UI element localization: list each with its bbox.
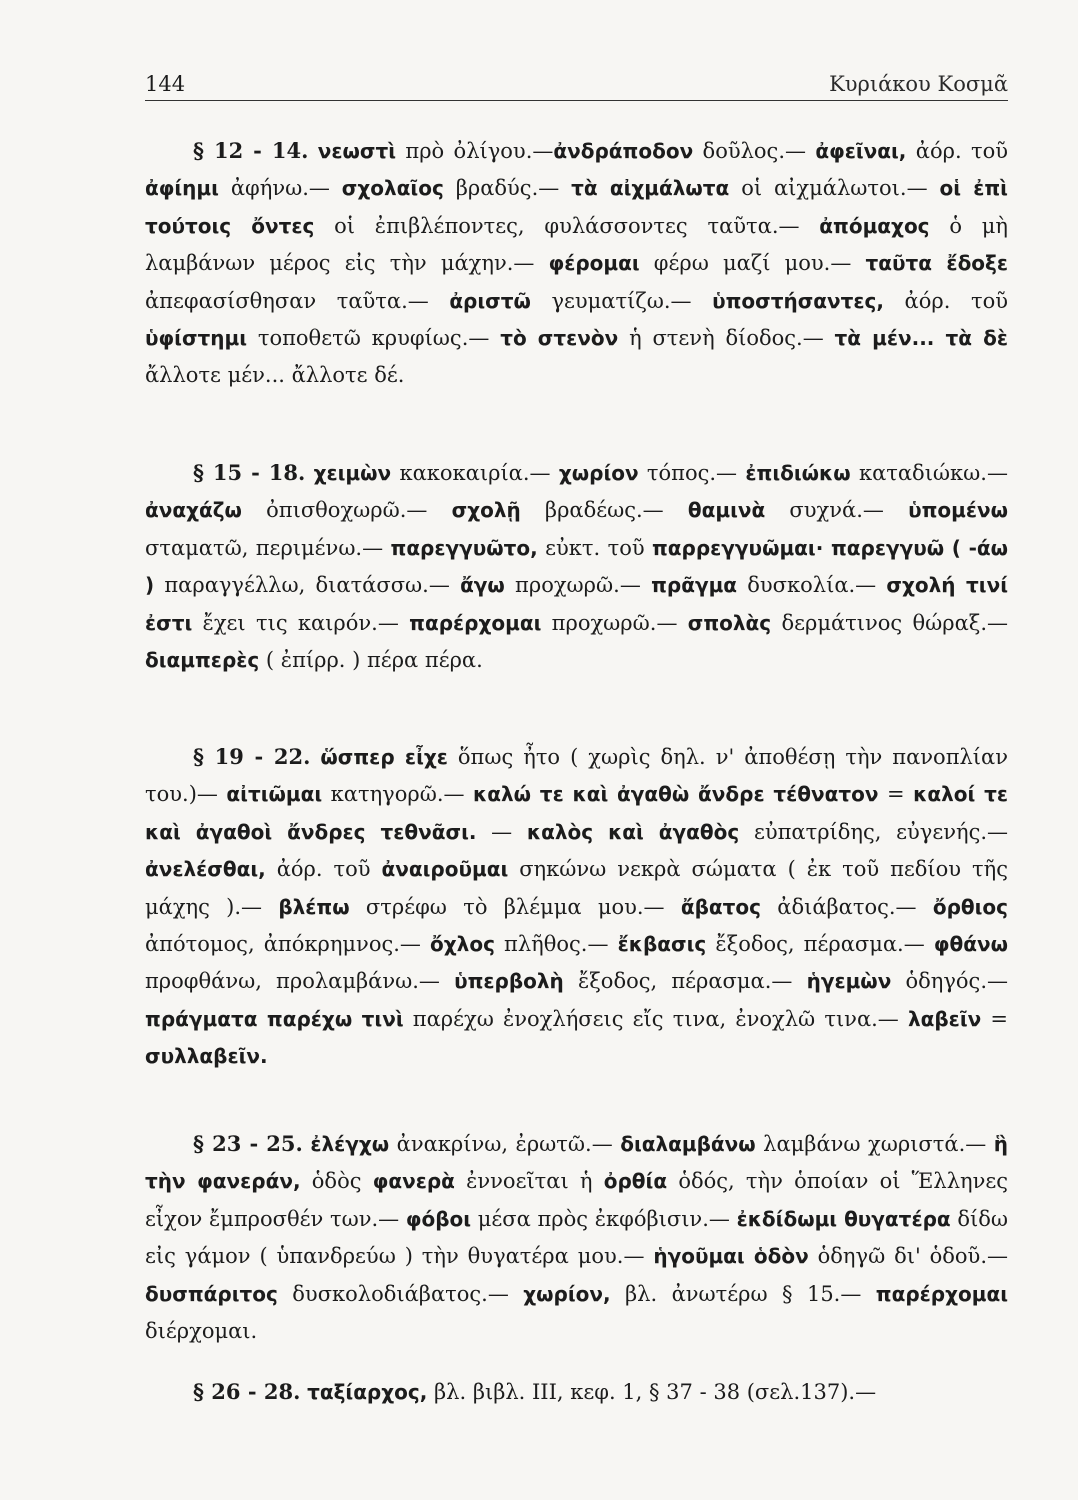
headword: τὰ μέν... τὰ δὲ — [834, 326, 1008, 351]
gloss-text: ἔξοδος, πέρασμα.— — [563, 969, 807, 994]
gloss-text: ἀόρ. τοῦ — [906, 139, 1008, 163]
gloss-text: = — [878, 782, 914, 807]
gloss-text: = — [981, 1006, 1008, 1031]
section-23-25 — [145, 1125, 1008, 1350]
headword: ἣ τὴν φανεράν, — [145, 1132, 1008, 1194]
headword: συλλαβεῖν. — [145, 1044, 268, 1069]
gloss-text: σηκώνω νεκρὰ σώματα ( ἐκ τοῦ πεδίου τῆς μάχης ).— — [145, 857, 1008, 919]
headword: τὰ αἰχμάλωτα — [571, 176, 730, 201]
gloss-text: γευματίζω.— — [530, 288, 713, 313]
headword: ἔκβασις — [617, 932, 707, 957]
gloss-text: ἀφήνω.— — [218, 176, 342, 201]
section-label: § 15 - 18. — [193, 460, 306, 485]
gloss-text: σταματῶ, περιμένω.— — [145, 535, 391, 560]
gloss-text: προχωρῶ.— — [541, 610, 688, 635]
headword: καλὸς καὶ ἀγαθὸς — [526, 819, 740, 844]
headword: ἐκδίδωμι θυγατέρα — [736, 1206, 951, 1231]
gloss-text: ὅπως ἦτο ( χωρὶς δηλ. ν' ἀποθέσῃ τὴν πανοπλίαν του.)— — [145, 745, 1008, 807]
headword: φανερὰ — [372, 1169, 455, 1194]
headword: σπολὰς — [687, 610, 772, 635]
headword: καλώ τε καὶ ἀγαθὼ ἄνδρε τέθνατον — [473, 782, 879, 807]
gloss-text: ἄλλοτε μέν... ἄλλοτε δέ. — [145, 363, 405, 388]
headword: αἰτιῶμαι — [226, 782, 323, 807]
headword: ὄρθιος — [932, 894, 1009, 919]
gloss-text: προφθάνω, προλαμβάνω.— — [145, 969, 455, 994]
gloss-text: λαμβάνω χωριστά.— — [755, 1132, 994, 1156]
headword: παρέρχομαι — [409, 610, 542, 635]
headword: χωρίον, — [523, 1281, 611, 1306]
section-19-22 — [145, 738, 1008, 1076]
headword: φόβοι — [405, 1206, 472, 1231]
headword: ἀφίημι — [145, 176, 219, 201]
gloss-text: δυσκολοδιάβατος.— — [277, 1281, 524, 1306]
headword: χωρίον — [558, 461, 639, 485]
headword: δυσπάριτος — [145, 1281, 278, 1306]
gloss-text: μέσα πρὸς ἐκφόβισιν.— — [471, 1206, 737, 1231]
gloss-text: δερμάτινος θώραξ.— — [771, 610, 1009, 635]
headword: οἱ ἐπὶ τούτοις ὄντες — [145, 176, 1008, 238]
section-paragraph — [145, 738, 1008, 1076]
section-label: § 23 - 25. — [193, 1131, 303, 1156]
page-number: 144 — [145, 72, 186, 96]
headword: ἄγω — [460, 573, 505, 598]
headword: ἀπόμαχος — [819, 213, 930, 238]
gloss-text: ἀδιάβατος.— — [761, 894, 933, 919]
page-header — [145, 70, 1008, 101]
headword: σχολῇ — [451, 498, 521, 523]
headword: σχολαῖος — [341, 176, 444, 201]
headword: πράγματα παρέχω τινὶ — [145, 1006, 404, 1031]
headword: χειμὼν — [313, 461, 392, 485]
headword: ὑπομένω — [908, 498, 1008, 523]
gloss-text: ὁδηγῶ δι' ὁδοῦ.— — [808, 1244, 1008, 1269]
headword: πρᾶγμα — [651, 573, 738, 598]
gloss-text: οἱ αἰχμάλωτοι.— — [729, 176, 940, 201]
headword: ἀνελέσθαι, — [145, 857, 266, 882]
gloss-text: βραδέως.— — [520, 498, 688, 523]
section-label: § 19 - 22. — [193, 744, 311, 769]
headword: καλοί τε καὶ ἀγαθοὶ ἄνδρες τεθνᾶσι. — [145, 782, 1009, 844]
gloss-text: ἀνακρίνω, ἐρωτῶ.— — [389, 1132, 621, 1156]
headword: ἀνδράποδον — [553, 139, 694, 163]
headword: ὑπερβολὴ — [454, 969, 564, 994]
section-15-18 — [145, 454, 1008, 679]
headword: φέρομαι — [548, 251, 640, 276]
gloss-text: παρέχω ἐνοχλήσεις εἴς τινα, ἐνοχλῶ τινα.— — [403, 1006, 908, 1031]
headword: ἀναιροῦμαι — [381, 857, 509, 882]
section-paragraph — [145, 454, 1008, 679]
gloss-text: πρὸ ὀλίγου.— — [396, 139, 554, 163]
headword: ὑφίστημι — [145, 326, 248, 351]
gloss-text: ὀπισθοχωρῶ.— — [241, 498, 452, 523]
gloss-text: βραδύς.— — [443, 176, 572, 201]
headword: βλέπω — [278, 894, 350, 919]
headword: ἐπιδιώκω — [745, 461, 851, 485]
section-paragraph — [145, 132, 1008, 395]
gloss-text: ἡ στενὴ δίοδος.— — [618, 326, 835, 351]
gloss-text: τόπος.— — [638, 461, 746, 485]
gloss-text: συχνά.— — [765, 498, 909, 523]
headword: ταξίαρχος, — [307, 1380, 428, 1404]
gloss-text: βλ. ἀνωτέρω § 15.— — [610, 1281, 876, 1306]
gloss-text: διέρχομαι. — [145, 1319, 258, 1344]
headword: σχολή τινί ἐστι — [145, 573, 1009, 635]
headword: ὄχλος — [430, 932, 495, 957]
gloss-text: ἀπότομος, ἀπόκρημνος.— — [145, 932, 431, 957]
section-label: § 12 - 14. — [193, 138, 309, 163]
headword: λαβεῖν — [907, 1006, 982, 1031]
headword: ταῦτα ἔδοξε — [865, 251, 1008, 276]
headword: ἄβατος — [680, 894, 761, 919]
gloss-text: ( ἐπίρρ. ) πέρα πέρα. — [259, 648, 483, 673]
headword: διαλαμβάνω — [620, 1132, 756, 1156]
gloss-text: εὐκτ. τοῦ — [537, 535, 652, 560]
gloss-text: ἐννοεῖται ἡ — [454, 1169, 604, 1194]
headword: παρεγγυῶτο, — [390, 535, 538, 560]
headword: τὸ στενὸν — [500, 326, 619, 351]
gloss-text: δοῦλος.— — [693, 139, 816, 163]
running-head: Κυριάκου Κοσμᾶ — [829, 72, 1008, 96]
gloss-text: προχωρῶ.— — [504, 573, 652, 598]
gloss-text: ἀόρ. τοῦ — [265, 857, 382, 882]
headword: φθάνω — [933, 932, 1008, 957]
gloss-text: ὁδὸς — [300, 1169, 373, 1194]
gloss-text: ὁδηγός.— — [891, 969, 1008, 994]
headword: ὀρθία — [603, 1169, 668, 1194]
headword: ἐλέγχω — [310, 1132, 390, 1156]
gloss-text: ἔχει τις καιρόν.— — [192, 610, 410, 635]
gloss-text: ἀπεφασίσθησαν ταῦτα.— — [145, 288, 450, 313]
headword: διαμπερὲς — [145, 648, 260, 673]
gloss-text: στρέφω τὸ βλέμμα μου.— — [349, 894, 681, 919]
headword: παρέρχομαι — [875, 1281, 1008, 1306]
section-12-14 — [145, 132, 1008, 395]
gloss-text: πλῆθος.— — [494, 932, 618, 957]
gloss-text: ὁ μὴ λαμβάνων μέρος εἰς τὴν μάχην.— — [145, 213, 1008, 276]
headword: ὑποστήσαντες, — [712, 288, 884, 313]
gloss-text: τοποθετῶ κρυφίως.— — [247, 326, 501, 351]
gloss-text: καταδιώκω.— — [850, 461, 1008, 485]
gloss-text: εὐπατρίδης, εὐγενής.— — [739, 819, 1008, 844]
headword: ἡγοῦμαι ὁδὸν — [653, 1244, 809, 1269]
gloss-text: παραγγέλλω, διατάσσω.— — [154, 573, 461, 598]
section-paragraph — [145, 1373, 1008, 1411]
headword: ἀριστῶ — [449, 288, 531, 313]
section-paragraph — [145, 1125, 1008, 1350]
gloss-text: οἱ ἐπιβλέποντες, φυλάσσοντες ταῦτα.— — [314, 213, 820, 238]
headword: θαμινὰ — [687, 498, 766, 523]
gloss-text: κατηγορῶ.— — [322, 782, 474, 807]
gloss-text: κακοκαιρία.— — [391, 461, 559, 485]
headword: παρρεγγυῶμαι· παρεγγυῶ ( -άω ) — [145, 535, 1008, 598]
gloss-text: — — [476, 819, 527, 844]
gloss-text: δυσκολία.— — [737, 573, 887, 598]
gloss-text: ἔξοδος, πέρασμα.— — [706, 932, 934, 957]
headword: ἀφεῖναι, — [815, 139, 907, 163]
gloss-text: δίδω εἰς γάμον ( ὑπανδρεύω ) τὴν θυγατέρα μου.— — [145, 1206, 1008, 1269]
headword: νεωστὶ — [317, 139, 397, 163]
section-label: § 26 - 28. — [193, 1379, 301, 1404]
headword: ἀναχάζω — [145, 498, 242, 523]
gloss-text: ἀόρ. τοῦ — [884, 288, 1008, 313]
section-26-28 — [145, 1373, 1008, 1411]
gloss-text: βλ. βιβλ. III, κεφ. 1, § 37 - 38 (σελ.137).— — [427, 1380, 877, 1404]
gloss-text: ὁδός, τὴν ὁποίαν οἱ Ἕλληνες εἶχον ἔμπροσθέν των.— — [145, 1169, 1009, 1231]
headword: ὥσπερ εἶχε — [320, 745, 448, 769]
gloss-text: φέρω μαζί μου.— — [639, 251, 866, 276]
headword: ἡγεμὼν — [806, 969, 892, 994]
